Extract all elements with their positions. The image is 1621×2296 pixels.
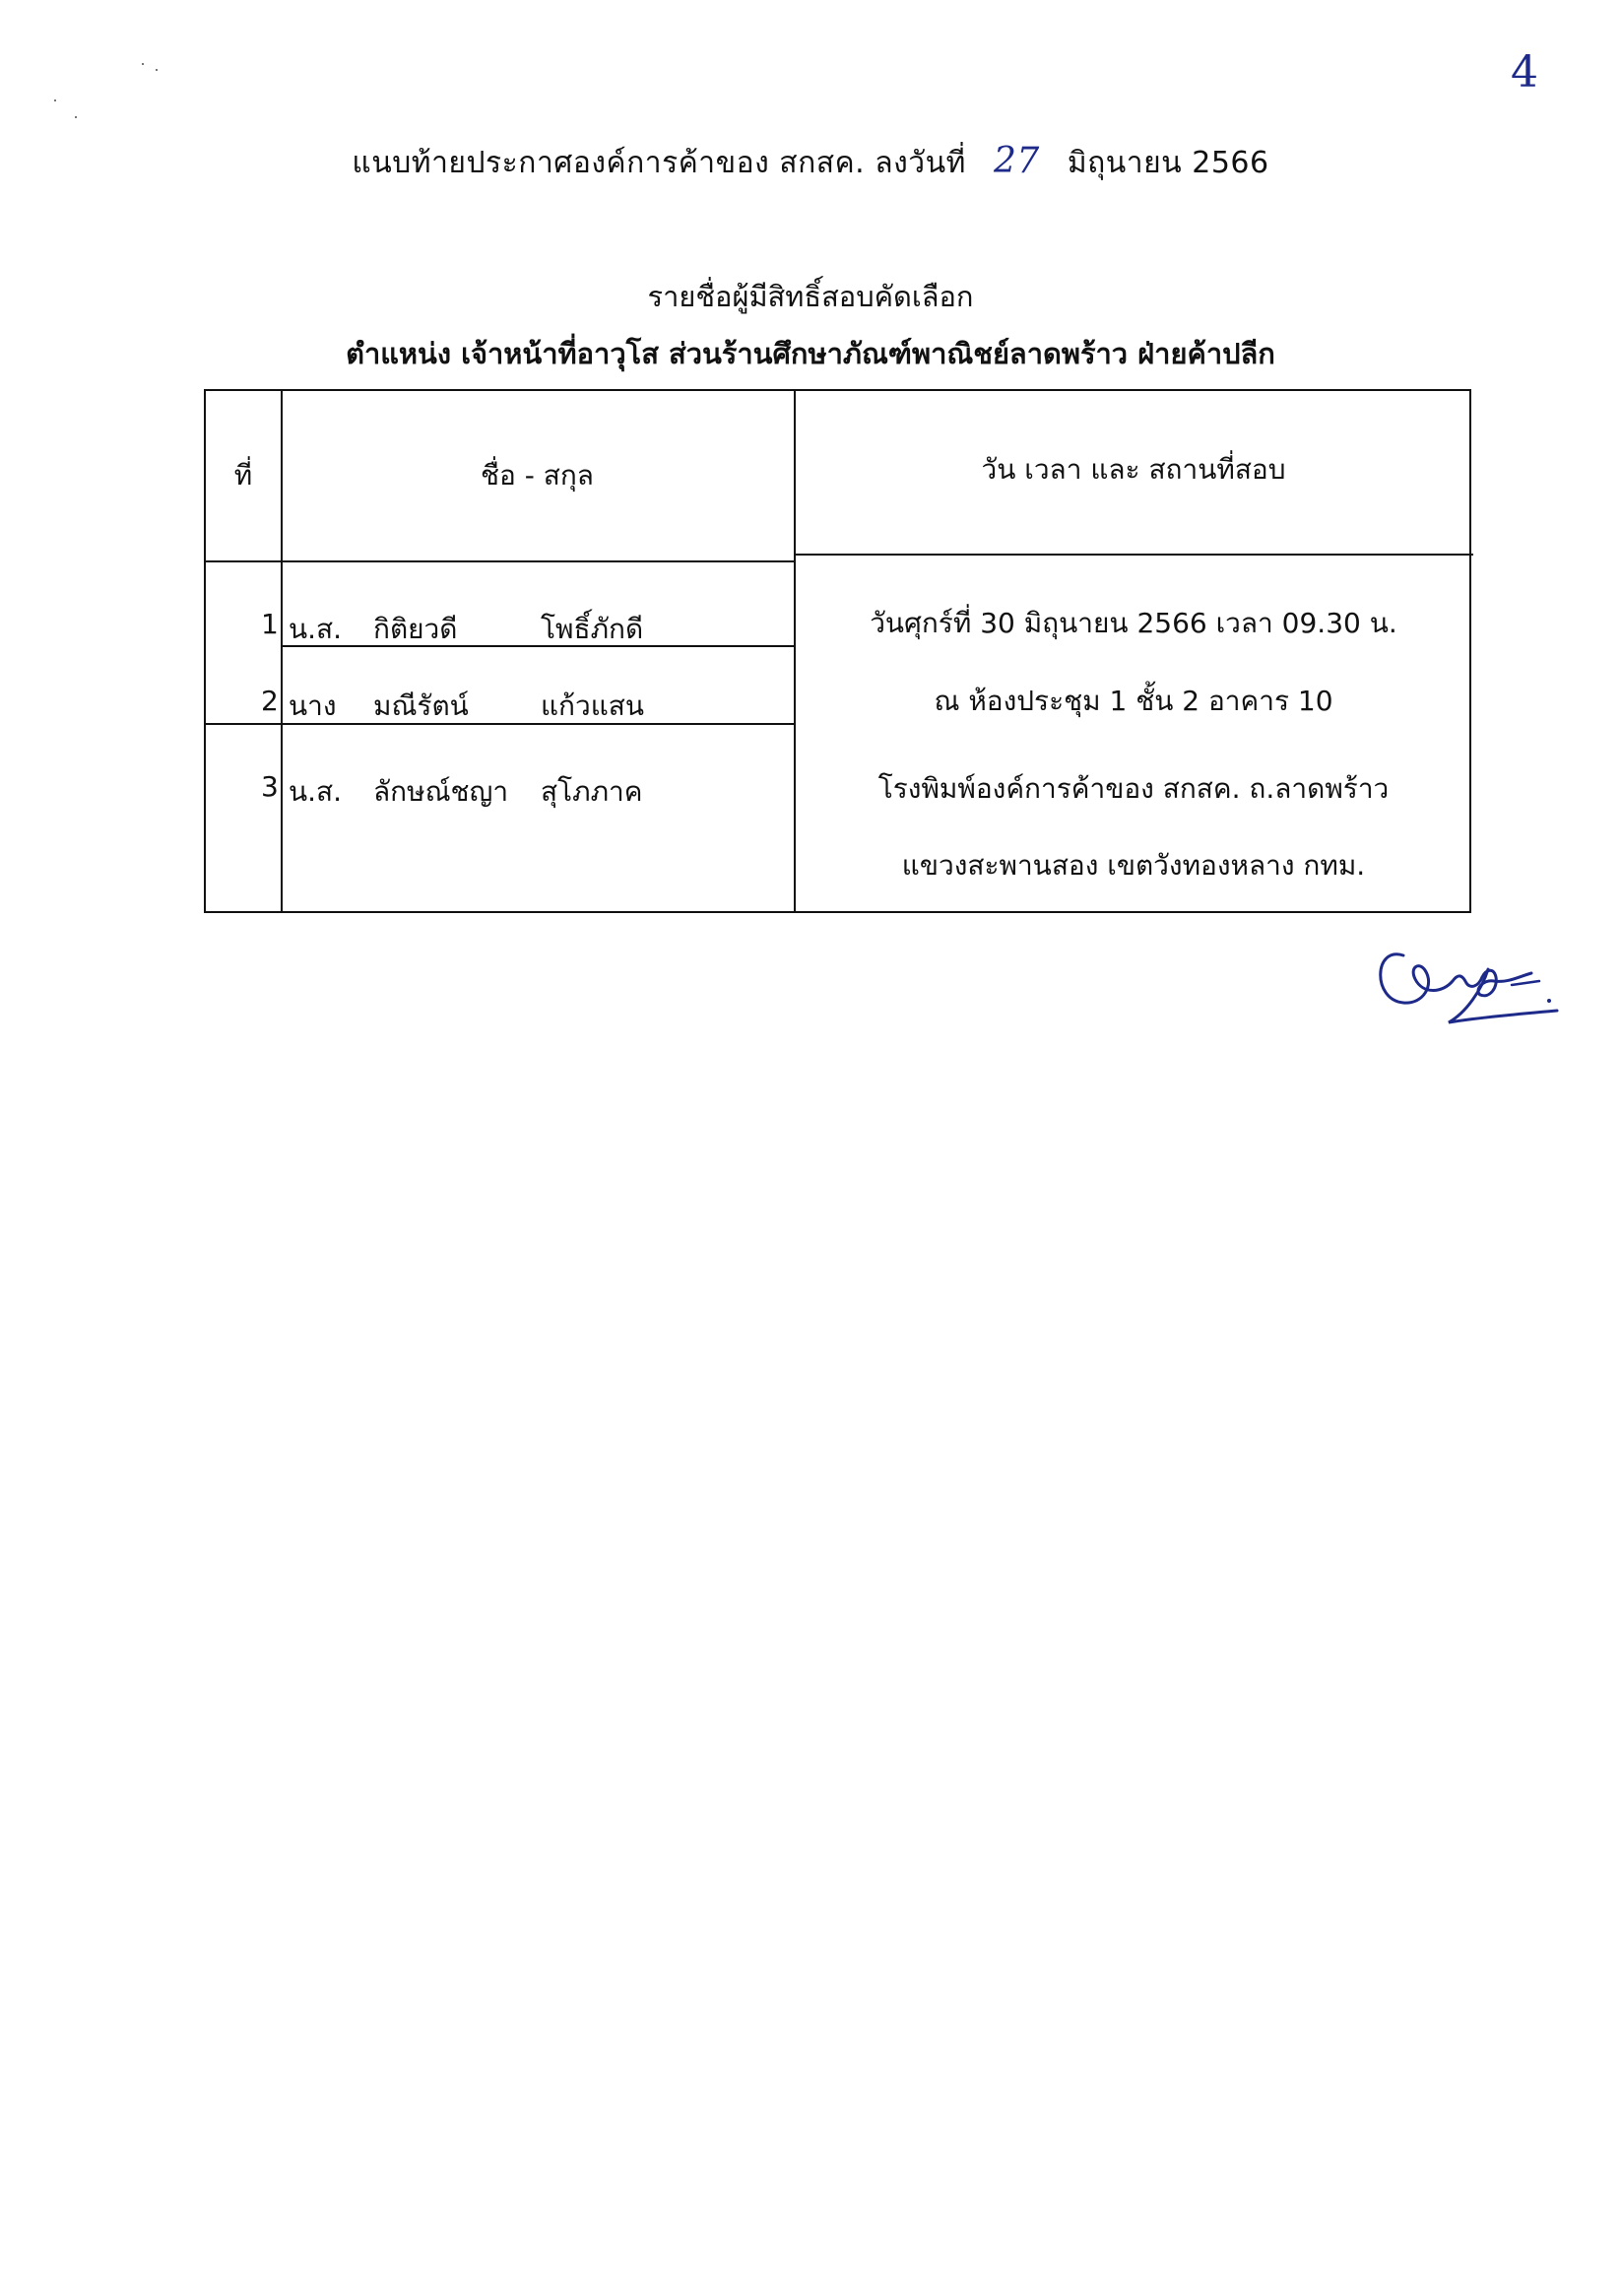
position-title: ตำแหน่ง เจ้าหน้าที่อาวุโส ส่วนร้านศึกษาภัณฑ์พาณิชย์ลาดพร้าว ฝ่ายค้าปลีก: [346, 337, 1275, 370]
header-suffix: มิถุนายน 2566: [1067, 146, 1269, 180]
name-prefix: น.ส.: [289, 775, 343, 808]
schedule-line: ณ ห้องประชุม 1 ชั้น 2 อาคาร 10: [934, 685, 1333, 717]
table-header-divider: [794, 554, 1473, 556]
header-schedule: วัน เวลา และ สถานที่สอบ: [981, 453, 1286, 486]
row-number: 1: [261, 608, 279, 640]
row-number: 3: [261, 770, 279, 803]
schedule-line: โรงพิมพ์องค์การค้าของ สกสค. ถ.ลาดพร้าว: [877, 772, 1390, 805]
signature: [1364, 916, 1571, 1044]
first-name: ลักษณ์ชญา: [373, 775, 509, 808]
scan-speck: [156, 69, 158, 71]
name-prefix: น.ส.: [289, 613, 343, 645]
name-prefix: นาง: [289, 689, 337, 722]
list-title: รายชื่อผู้มีสิทธิ์สอบคัดเลือก: [647, 280, 974, 313]
page-number: 4: [1511, 47, 1538, 98]
candidate-table: [204, 389, 1471, 913]
first-name: กิติยวดี: [373, 613, 458, 645]
schedule-line: วันศุกร์ที่ 30 มิถุนายน 2566 เวลา 09.30 น.: [870, 607, 1397, 639]
table-header-divider: [206, 560, 794, 562]
scan-speck: [142, 63, 144, 65]
first-name: มณีรัตน์: [373, 689, 469, 722]
last-name: โพธิ์ภักดี: [541, 613, 644, 645]
header-prefix: แนบท้ายประกาศองค์การค้าของ สกสค. ลงวันที่: [352, 146, 966, 180]
row-number: 2: [261, 685, 279, 717]
scan-speck: [54, 99, 56, 101]
scan-speck: [75, 116, 77, 118]
header-day-handwritten: 27: [993, 141, 1040, 181]
announcement-header: [0, 140, 1621, 186]
last-name: สุโภภาค: [541, 775, 643, 808]
last-name: แก้วแสน: [541, 689, 644, 722]
header-name: ชื่อ - สกุล: [481, 459, 594, 492]
header-no: ที่: [233, 459, 253, 492]
table-row-divider: [281, 645, 794, 647]
schedule-line: แขวงสะพานสอง เขตวังทองหลาง กทม.: [901, 849, 1366, 882]
